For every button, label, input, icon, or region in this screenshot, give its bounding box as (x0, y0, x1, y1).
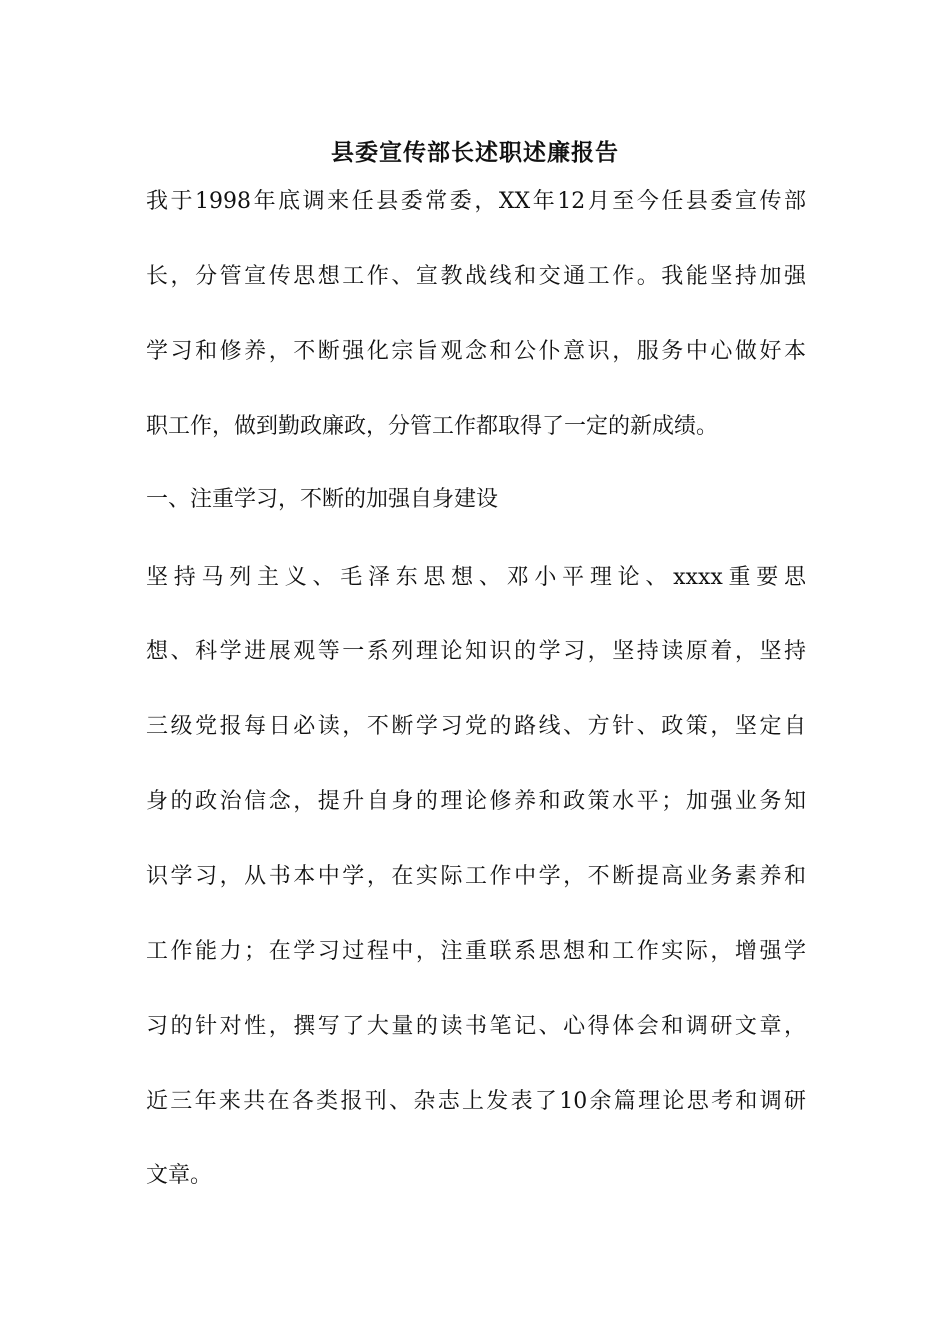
paragraph1-line-3: 学习和修养，不断强化宗旨观念和公仆意识，服务中心做好本 (146, 339, 806, 364)
paragraph2-line-4: 身的政治信念，提升自身的理论修养和政策水平；加强业务知 (146, 789, 806, 814)
paragraph2-line-3: 三级党报每日必读，不断学习党的路线、方针、政策，坚定自 (146, 714, 806, 739)
document-title: 县委宣传部长述职述廉报告 (331, 139, 619, 166)
paragraph2-line-2: 想、科学进展观等一系列理论知识的学习，坚持读原着，坚持 (146, 639, 806, 664)
paragraph2-line-8: 近三年来共在各类报刊、杂志上发表了10余篇理论思考和调研 (146, 1089, 806, 1114)
paragraph2-line-6: 工作能力；在学习过程中，注重联系思想和工作实际，增强学 (146, 939, 806, 964)
paragraph2-line-7: 习的针对性，撰写了大量的读书笔记、心得体会和调研文章， (146, 1014, 806, 1039)
paragraph2-line-9: 文章。 (146, 1163, 213, 1188)
paragraph1-line-2: 长，分管宣传思想工作、宣教战线和交通工作。我能坚持加强 (146, 264, 806, 289)
paragraph1-line-1: 我于1998年底调来任县委常委，XX年12月至今任县委宣传部 (146, 189, 806, 214)
paragraph1-line-4: 职工作，做到勤政廉政，分管工作都取得了一定的新成绩。 (146, 414, 719, 439)
section-heading-1: 一、注重学习，不断的加强自身建设 (146, 487, 499, 512)
paragraph2-line-1: 坚持马列主义、毛泽东思想、邓小平理论、xxxx重要思 (146, 565, 806, 590)
paragraph2-line-5: 识学习，从书本中学，在实际工作中学，不断提高业务素养和 (146, 864, 806, 889)
